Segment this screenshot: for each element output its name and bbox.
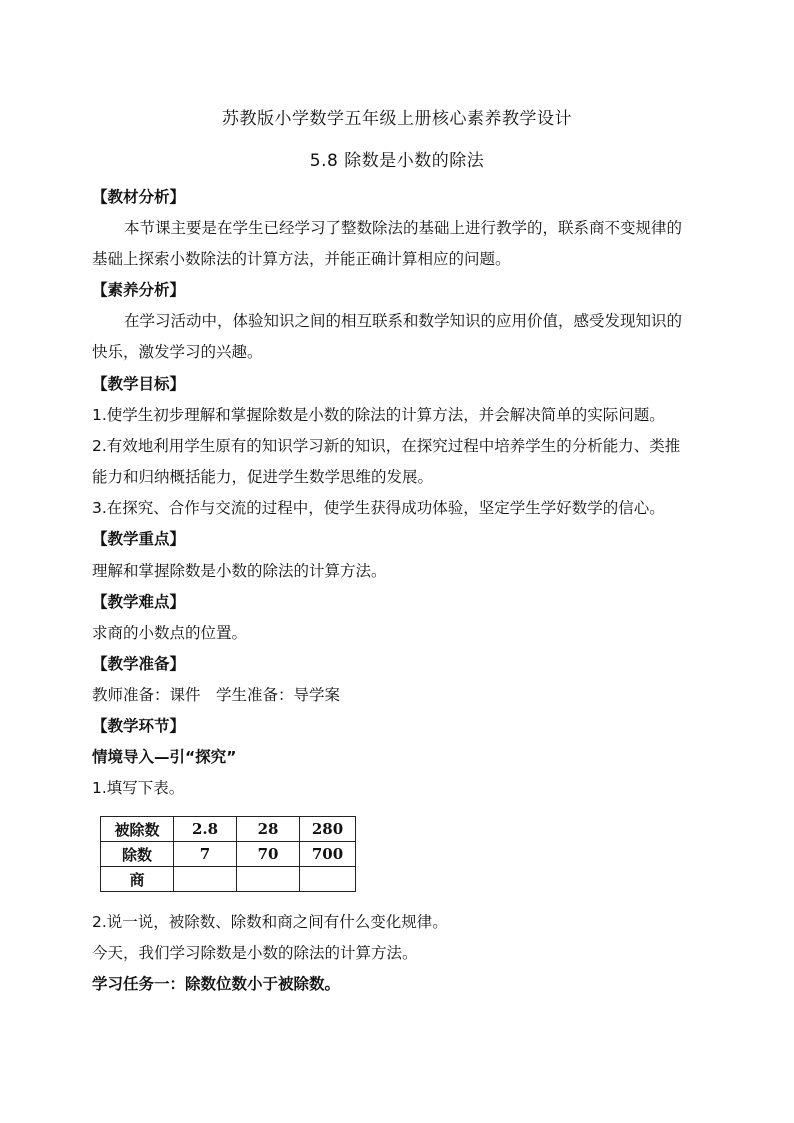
table-row [101, 817, 356, 842]
table-row-label: 除数 [101, 842, 174, 867]
paragraph-line: 今天，我们学习除数是小数的除法的计算方法。 [92, 944, 418, 962]
table-row [101, 842, 356, 867]
goal-item: 1.使学生初步理解和掌握除数是小数的除法的计算方法，并会解决简单的实际问题。 [92, 406, 665, 424]
section-heading-textbook-analysis: 【教材分析】 [92, 188, 186, 206]
paragraph-line: 基础上探索小数除法的计算方法，并能正确计算相应的问题。 [92, 250, 511, 268]
document-title: 苏教版小学数学五年级上册核心素养教学设计 [222, 109, 572, 129]
paragraph-line: 理解和掌握除数是小数的除法的计算方法。 [92, 562, 387, 580]
paragraph-line: 教师准备：课件 学生准备：导学案 [92, 686, 341, 704]
table-row [101, 867, 356, 892]
goal-item: 3.在探究、合作与交流的过程中，使学生获得成功体验，坚定学生学好数学的信心。 [92, 499, 665, 517]
step-item: 2.说一说，被除数、除数和商之间有什么变化规律。 [92, 913, 448, 931]
table-cell-empty[interactable] [237, 867, 300, 892]
goal-item: 2.有效地利用学生原有的知识学习新的知识，在探究过程中培养学生的分析能力、类推 [92, 437, 681, 455]
section-heading-literacy-analysis: 【素养分析】 [92, 281, 186, 299]
section-heading-process: 【教学环节】 [92, 717, 186, 735]
subsection-heading: 情境导入—引“探究” [92, 748, 237, 766]
table-cell: 700 [300, 842, 356, 867]
table-cell-empty[interactable] [174, 867, 237, 892]
section-heading-preparation: 【教学准备】 [92, 655, 186, 673]
section-heading-goals: 【教学目标】 [92, 375, 186, 393]
paragraph-line: 求商的小数点的位置。 [92, 624, 248, 642]
table-cell: 7 [174, 842, 237, 867]
lesson-title: 5.8 除数是小数的除法 [309, 151, 485, 171]
table-cell: 280 [300, 817, 356, 842]
table-cell: 28 [237, 817, 300, 842]
goal-item: 能力和归纳概括能力，促进学生数学思维的发展。 [92, 468, 434, 486]
table-cell: 70 [237, 842, 300, 867]
table-cell: 2.8 [174, 817, 237, 842]
table-row-label: 被除数 [101, 817, 174, 842]
section-heading-key-point: 【教学重点】 [92, 530, 186, 548]
division-table [100, 816, 356, 892]
table-cell-empty[interactable] [300, 867, 356, 892]
paragraph-line: 本节课主要是在学生已经学习了整数除法的基础上进行教学的，联系商不变规律的 [124, 219, 683, 237]
step-item: 1.填写下表。 [92, 779, 185, 797]
table-row-label: 商 [101, 867, 174, 892]
paragraph-line: 快乐，激发学习的兴趣。 [92, 343, 263, 361]
paragraph-line: 在学习活动中，体验知识之间的相互联系和数学知识的应用价值，感受发现知识的 [124, 312, 683, 330]
task-heading: 学习任务一：除数位数小于被除数。 [92, 975, 341, 993]
section-heading-difficulty: 【教学难点】 [92, 593, 186, 611]
